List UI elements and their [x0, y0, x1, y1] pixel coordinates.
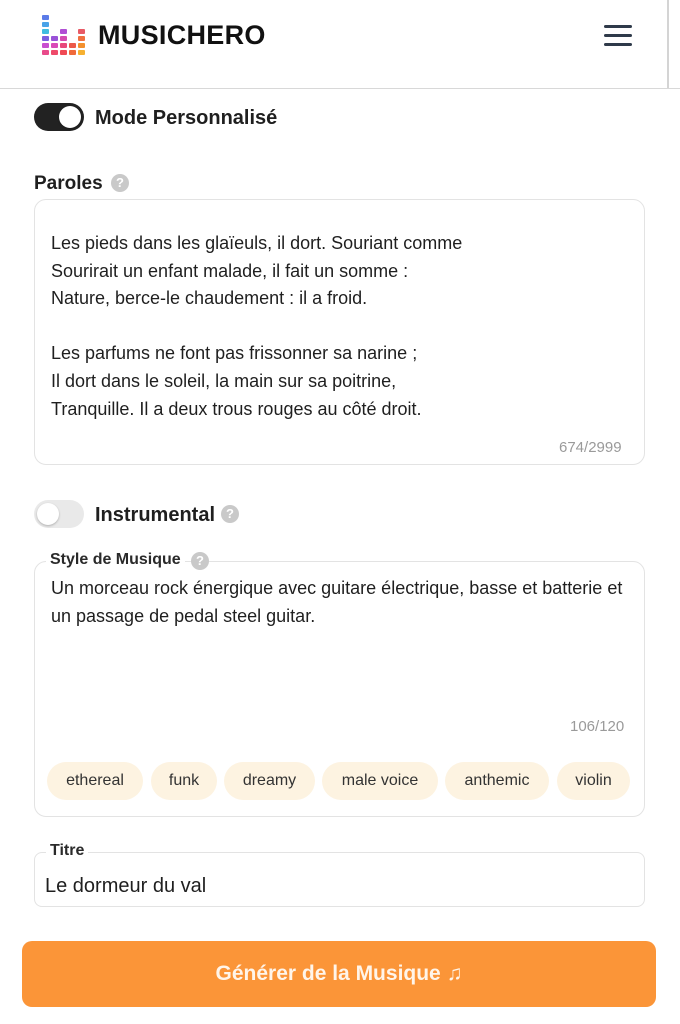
instrumental-toggle[interactable]	[34, 500, 84, 528]
instrumental-label: Instrumental	[95, 504, 216, 526]
hamburger-menu-icon[interactable]	[600, 22, 636, 50]
lyrics-help-icon[interactable]: ?	[111, 174, 129, 192]
music-style-help-icon[interactable]: ?	[191, 552, 209, 570]
custom-mode-label: Mode Personnalisé	[95, 107, 278, 129]
style-tag[interactable]: violin	[557, 762, 630, 800]
style-tag[interactable]: anthemic	[445, 762, 549, 800]
scrollbar-edge	[667, 0, 669, 88]
title-input[interactable]	[34, 852, 645, 907]
toggle-knob	[59, 106, 81, 128]
instrumental-help-icon[interactable]: ?	[221, 505, 239, 523]
music-style-text: Un morceau rock énergique avec guitare électrique, basse et batterie et un passage de pedal steel guitar.	[51, 578, 623, 626]
custom-mode-toggle[interactable]	[34, 103, 84, 131]
music-style-label-text: Style de Musique	[50, 551, 181, 568]
musichero-logo-icon	[42, 15, 86, 57]
top-header	[0, 0, 680, 89]
music-note-icon: ♫	[446, 962, 463, 985]
style-tag[interactable]: dreamy	[224, 762, 315, 800]
lyrics-label: Paroles	[34, 173, 103, 194]
style-tag[interactable]: ethereal	[47, 762, 143, 800]
style-tag[interactable]: male voice	[322, 762, 438, 800]
lyrics-char-counter: 674/2999	[559, 439, 622, 456]
music-style-char-counter: 106/120	[570, 718, 625, 735]
toggle-knob	[37, 503, 59, 525]
title-label: Titre	[46, 842, 88, 860]
generate-music-button[interactable]	[22, 941, 656, 1007]
style-tag[interactable]: funk	[151, 762, 217, 800]
lyrics-text: Les pieds dans les glaïeuls, il dort. Souriant comme Sourirait un enfant malade, il fait un somme : Nature, berce-le chaudement : il a froid. Les parfums ne font pas frissonner sa narine ; Il dort dans le soleil, la main sur sa poitrine, Tranquille. Il a deux trous rouges au côté droit.	[51, 233, 463, 419]
music-style-label	[46, 551, 185, 569]
generate-button-label: Générer de la Musique	[215, 962, 441, 985]
brand-name: MUSICHERO	[98, 20, 266, 50]
